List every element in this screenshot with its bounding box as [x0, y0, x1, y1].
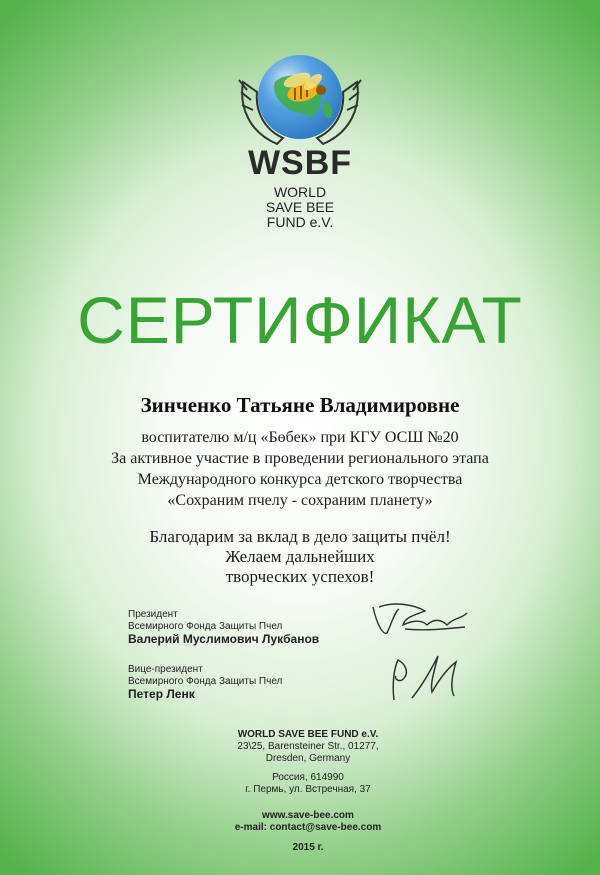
footer-year: 2015 г. [292, 842, 324, 853]
vice-president-org: Всемирного Фонда Защиты Пчел [128, 676, 283, 687]
president-signature [365, 595, 475, 645]
footer-org: WORLD SAVE BEE FUND e.V. [237, 729, 379, 740]
certificate-title: СЕРТИФИКАТ [77, 283, 523, 357]
body-line-2: За активное участие в проведении регионального этапа [111, 450, 489, 467]
footer-address-ru-1: Россия, 614990 [272, 772, 344, 783]
footer-email[interactable]: e-mail: contact@save-bee.com [234, 822, 382, 833]
body-line-4: «Сохраним пчелу - сохраним планету» [167, 492, 433, 509]
vice-president-block [128, 664, 282, 702]
body-line-1: воспитателю м/ц «Бөбек» при КГУ ОСШ №20 [141, 429, 459, 446]
vice-president-signature [380, 648, 470, 710]
thanks-line-2: Желаем дальнейших [225, 547, 375, 566]
footer-address-ru-2: г. Пермь, ул. Встречная, 37 [245, 784, 371, 795]
president-org: Всемирного Фонда Защиты Пчел [128, 621, 283, 632]
president-name: Валерий Муслимович Лукбанов [128, 632, 320, 646]
recipient-name: Зинченко Татьяне Владимировне [140, 393, 460, 417]
vice-president-name: Петер Ленк [128, 687, 195, 701]
globe-bee-hands-icon [225, 52, 375, 152]
footer-address-de-1: 23\25, Barensteiner Str., 01277, [237, 741, 379, 752]
thanks-line-1: Благодарим за вклад в дело защиты пчёл! [149, 527, 451, 546]
logo-line-1: WORLD [273, 184, 327, 200]
footer-address-de-2: Dresden, Germany [265, 753, 351, 764]
logo-line-3: FUND e.V. [266, 214, 334, 230]
thanks-line-3: творческих успехов! [225, 567, 375, 586]
footer-website[interactable]: www.save-bee.com [262, 810, 354, 821]
president-role: Президент [128, 609, 178, 620]
vice-president-role: Вице-президент [128, 664, 203, 675]
logo-line-2: SAVE BEE [265, 199, 335, 215]
president-block [128, 609, 319, 647]
logo-acronym: WSBF [247, 144, 353, 182]
body-line-3: Международного конкурса детского творчества [137, 471, 463, 488]
wsbf-logo [0, 52, 600, 157]
